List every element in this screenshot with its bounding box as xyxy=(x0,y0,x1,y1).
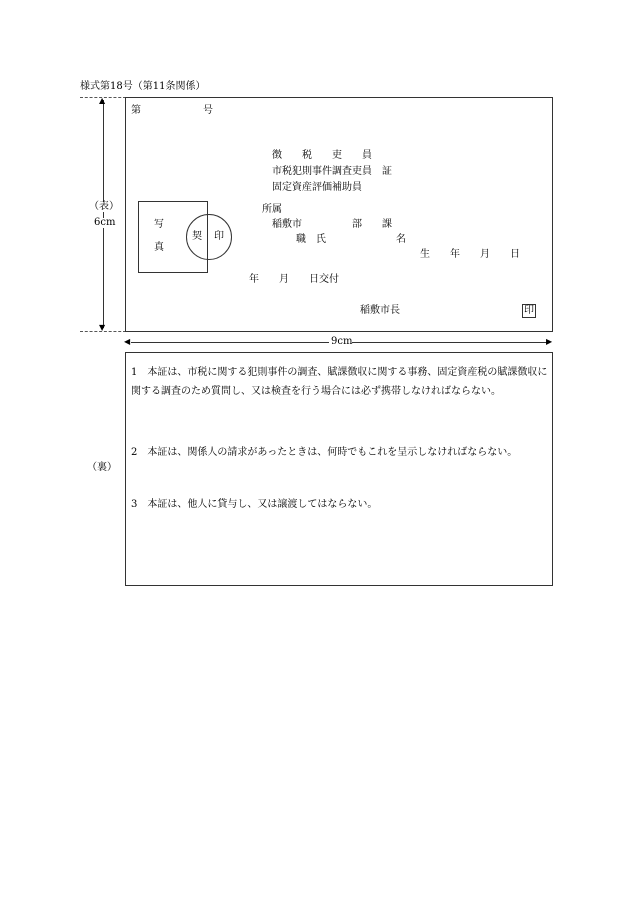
seal-kei: 契 xyxy=(192,231,202,242)
seal-in: 印 xyxy=(214,231,224,242)
width-line-left xyxy=(131,342,329,343)
mayor-title: 稲敷市長 xyxy=(360,305,400,316)
city-department: 稲敷市 部 課 xyxy=(272,219,392,230)
width-label: 9cm xyxy=(331,336,353,347)
back-side-label: （裏） xyxy=(87,462,117,473)
height-label: 6cm xyxy=(94,217,116,228)
arrow-right-icon: ▶ xyxy=(546,337,553,346)
back-item-1: 1 本証は、市税に関する犯則事件の調査、賦課徴収に関する事務、固定資産税の賦課徴収に関する調査のため質問し、又は検査を行う場合には必ず携帯しなければならない。 xyxy=(131,367,548,397)
issue-date: 年 月 日交付 xyxy=(249,274,339,285)
arrow-down-icon: ▼ xyxy=(99,323,106,332)
position-name: 職 氏 名 xyxy=(296,234,406,245)
width-line-right xyxy=(352,342,547,343)
back-item-2: 2 本証は、関係人の請求があったときは、何時でもこれを呈示しなければならない。 xyxy=(131,447,518,458)
photo-char-2: 真 xyxy=(154,242,164,253)
height-dimension-line xyxy=(103,100,104,328)
photo-char-1: 写 xyxy=(154,219,164,230)
title-line-1: 徴 税 吏 員 xyxy=(272,150,372,161)
number-prefix: 第 xyxy=(131,105,141,116)
form-label: 様式第18号（第11条関係） xyxy=(80,81,206,92)
title-line-3: 固定資産評価補助員 xyxy=(272,182,362,193)
arrow-up-icon: ▲ xyxy=(99,96,106,105)
title-line-2: 市税犯則事件調査吏員 証 xyxy=(272,166,392,177)
arrow-left-icon: ◀ xyxy=(124,337,131,346)
front-side-label: （表） xyxy=(89,201,119,212)
back-item-3: 3 本証は、他人に貸与し、又は譲渡してはならない。 xyxy=(131,499,378,510)
affiliation-label: 所属 xyxy=(262,204,282,215)
number-suffix: 号 xyxy=(203,105,213,116)
birth-date: 生 年 月 日 xyxy=(420,249,520,260)
mayor-seal: 印 xyxy=(524,305,534,316)
